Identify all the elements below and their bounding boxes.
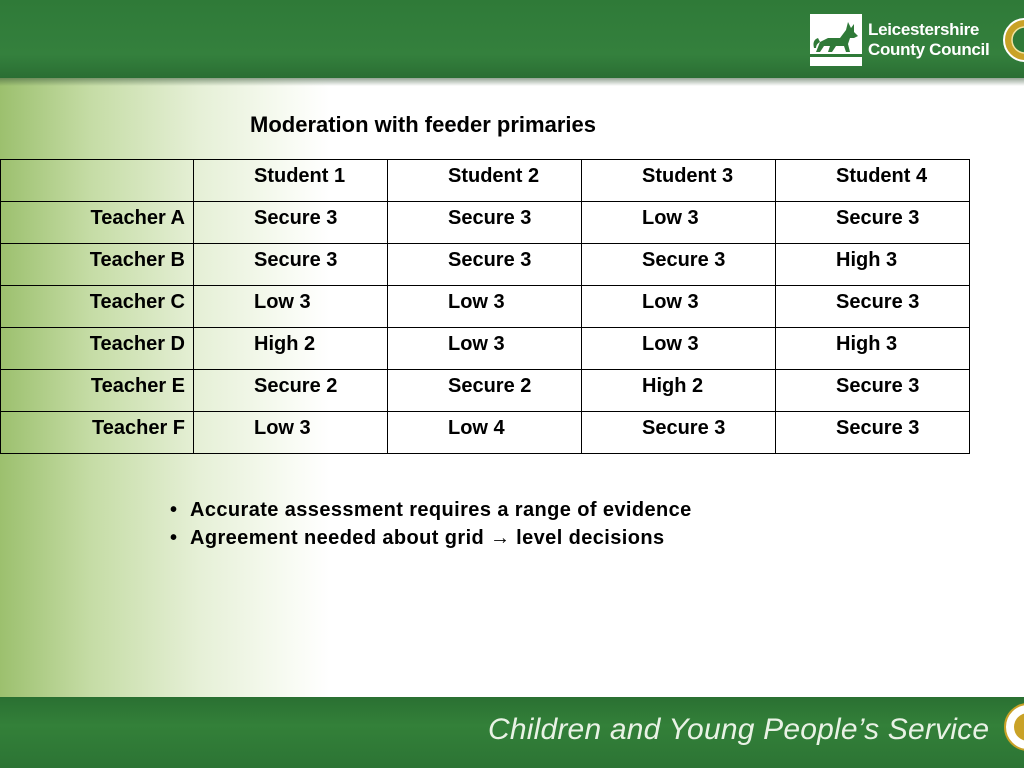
arrow-right-icon: →: [489, 527, 511, 549]
table-cell: Low 3: [388, 286, 582, 328]
moderation-table: [0, 159, 970, 454]
table-cell: Secure 3: [776, 202, 970, 244]
table-cell: Low 3: [582, 202, 776, 244]
table-cell: Secure 3: [776, 370, 970, 412]
table-row: [1, 202, 970, 244]
footer-title: Children and Young People’s Service: [488, 713, 990, 746]
bullet-text: Accurate assessment requires a range of evidence: [190, 499, 692, 521]
council-name: [868, 20, 1008, 60]
bullet-dot: •: [170, 527, 178, 549]
column-header: Student 2: [388, 160, 582, 202]
bullet-item: [170, 496, 890, 524]
bullet-item: [170, 524, 890, 552]
bullet-text: level decisions: [516, 527, 665, 549]
column-header: Student 3: [582, 160, 776, 202]
table-cell: Secure 3: [388, 244, 582, 286]
table-cell: Secure 3: [194, 244, 388, 286]
table-header-row: [1, 160, 970, 202]
fox-icon: [810, 14, 862, 66]
table-cell: High 3: [776, 328, 970, 370]
header-shadow: [0, 78, 1024, 86]
table-cell: Secure 3: [582, 412, 776, 454]
table-cell: Low 3: [388, 328, 582, 370]
table-cell: High 3: [776, 244, 970, 286]
row-header: Teacher C: [1, 286, 194, 328]
page-title: Moderation with feeder primaries: [250, 112, 596, 137]
table-cell: Low 3: [194, 286, 388, 328]
table-cell: Secure 3: [776, 286, 970, 328]
council-logo: [810, 14, 1024, 66]
table-cell: Secure 2: [194, 370, 388, 412]
award-seal-icon: [1003, 18, 1024, 62]
table-cell: Low 3: [194, 412, 388, 454]
table-cell: Low 3: [582, 328, 776, 370]
table-row: [1, 328, 970, 370]
row-header: Teacher D: [1, 328, 194, 370]
row-header: Teacher B: [1, 244, 194, 286]
row-header: Teacher F: [1, 412, 194, 454]
footer-seal-icon: [1003, 702, 1024, 752]
table-cell: Low 3: [582, 286, 776, 328]
table-corner-cell: [1, 160, 194, 202]
table-cell: High 2: [194, 328, 388, 370]
table-cell: Secure 2: [388, 370, 582, 412]
table-cell: Secure 3: [194, 202, 388, 244]
table-row: [1, 370, 970, 412]
table-row: [1, 286, 970, 328]
table-cell: Secure 3: [776, 412, 970, 454]
council-name-line1: Leicestershire: [868, 20, 980, 39]
table-row: [1, 244, 970, 286]
column-header: Student 4: [776, 160, 970, 202]
table-cell: Secure 3: [388, 202, 582, 244]
row-header: Teacher E: [1, 370, 194, 412]
table-row: [1, 412, 970, 454]
row-header: Teacher A: [1, 202, 194, 244]
table-cell: Low 4: [388, 412, 582, 454]
table-cell: Secure 3: [582, 244, 776, 286]
bullet-dot: •: [170, 499, 178, 521]
bullet-list: [170, 496, 890, 552]
column-header: Student 1: [194, 160, 388, 202]
council-name-line2: County Council: [868, 40, 990, 59]
table-cell: High 2: [582, 370, 776, 412]
bullet-text: Agreement needed about grid: [190, 527, 485, 549]
